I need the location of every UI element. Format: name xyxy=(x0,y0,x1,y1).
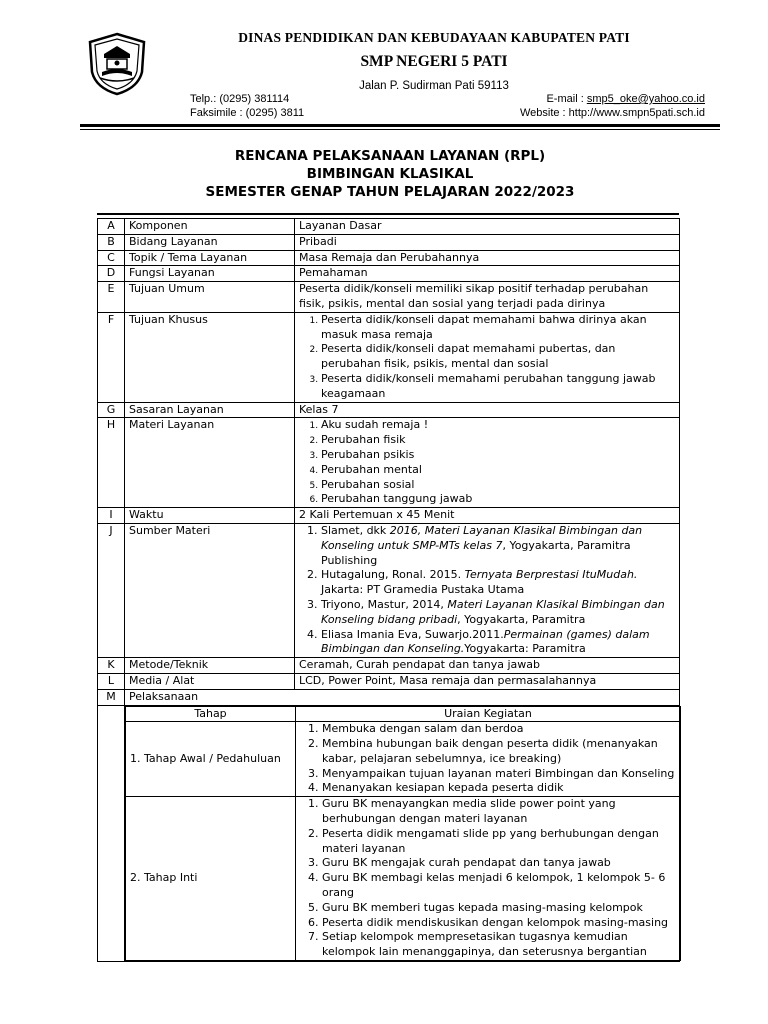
row-label: Fungsi Layanan xyxy=(125,266,295,282)
ref-text: Triyono, Mastur, 2014, xyxy=(321,597,448,611)
table-row xyxy=(98,705,680,962)
table-row xyxy=(126,797,681,961)
row-label: Sasaran Layanan xyxy=(125,402,295,418)
rpl-table xyxy=(97,218,680,962)
stage-column-header: Tahap xyxy=(126,706,296,722)
list-item: 5. Guru BK memberi tugas kepada masing-masing kelompok xyxy=(322,901,676,916)
implementation-table xyxy=(125,706,681,962)
list-item: 3. Peserta didik/konseli memahami perubahan tanggung jawab keagamaan xyxy=(321,372,675,402)
school-name: SMP NEGERI 5 PATI xyxy=(360,53,508,70)
email-line xyxy=(520,93,705,107)
row-letter: D xyxy=(98,266,125,282)
email-link[interactable]: smp5_oke@yahoo.co.id xyxy=(586,93,705,105)
ref-title: Ternyata Berprestasi ItuMudah. xyxy=(464,568,638,582)
stage-steps xyxy=(296,722,681,797)
row-letter: I xyxy=(98,508,125,524)
fax-number: Faksimile : (0295) 3811 xyxy=(190,106,305,119)
row-letter: G xyxy=(98,402,125,418)
contact-phone-fax xyxy=(190,93,304,120)
list-item: 1. Peserta didik/konseli dapat memahami bahwa dirinya akan masuk masa remaja xyxy=(321,313,675,343)
empty-cell xyxy=(98,705,125,962)
stage-steps xyxy=(296,797,681,961)
title-line-2: BIMBINGAN KLASIKAL xyxy=(306,166,474,182)
table-row xyxy=(98,673,680,689)
list-item: 6. Peserta didik mendiskusikan dengan kelompok masing-masing xyxy=(322,916,676,931)
ref-publisher: , Yogyakarta, Paramitra Publishing xyxy=(321,538,631,567)
table-row xyxy=(98,508,680,524)
ref-text: Slamet, dkk xyxy=(321,523,390,537)
table-row xyxy=(98,658,680,674)
document-title xyxy=(0,147,768,201)
list-item: 4. Perubahan mental xyxy=(321,463,675,478)
list-item: 1. Membuka dengan salam dan berdoa xyxy=(322,722,676,737)
list-item: 2. Perubahan fisik xyxy=(321,433,675,448)
row-label: Pelaksanaan xyxy=(125,689,680,705)
letterhead-rule-thin xyxy=(80,129,720,130)
ref-title: 2016, Materi Layanan Klasikal Bimbingan dan Konseling untuk SMP-MTs kelas 7 xyxy=(321,523,643,552)
ref-text: Eliasa Imania Eva, Suwarjo.2011. xyxy=(321,627,504,641)
row-letter: F xyxy=(98,312,125,402)
row-value: Layanan Dasar xyxy=(295,219,680,235)
table-row xyxy=(98,418,680,508)
ref-publisher: Jakarta: PT Gramedia Pustaka Utama xyxy=(321,583,525,597)
email-label: E-mail : xyxy=(546,93,587,105)
list-item: 3. Menyampaikan tujuan layanan materi Bimbingan dan Konseling xyxy=(322,767,676,782)
list-item: 4. Guru BK membagi kelas menjadi 6 kelompok, 1 kelompok 5- 6 orang xyxy=(322,871,676,901)
school-address: Jalan P. Sudirman Pati 59113 xyxy=(359,80,509,92)
row-value: Pemahaman xyxy=(295,266,680,282)
row-value: Kelas 7 xyxy=(295,402,680,418)
row-value: Masa Remaja dan Perubahannya xyxy=(295,250,680,266)
row-label: Komponen xyxy=(125,219,295,235)
title-line-3: SEMESTER GENAP TAHUN PELAJARAN 2022/2023 xyxy=(205,184,575,200)
row-value xyxy=(295,523,680,657)
website-line: Website : http://www.smpn5pati.sch.id xyxy=(519,106,705,119)
ref-title: Materi Layanan Klasikal Bimbingan dan Konseling bidang pribadi xyxy=(321,597,665,626)
ref-publisher: Yogyakarta: Paramitra xyxy=(464,642,586,656)
title-line-1: RENCANA PELAKSANAAN LAYANAN (RPL) xyxy=(234,148,546,164)
list-item: 5. Perubahan sosial xyxy=(321,478,675,493)
row-value xyxy=(295,418,680,508)
steps-list xyxy=(300,797,676,960)
ref-publisher: , Yogyakarta, Paramitra xyxy=(457,612,586,626)
list-item: 2. Membina hubungan baik dengan peserta didik (menanyakan kabar, pelajaran sebelumnya, ice breaking) xyxy=(322,737,676,767)
table-row xyxy=(98,689,680,705)
row-label: Topik / Tema Layanan xyxy=(125,250,295,266)
implementation-cell xyxy=(125,705,680,962)
row-label: Metode/Teknik xyxy=(125,658,295,674)
row-letter: E xyxy=(98,282,125,313)
table-top-rule xyxy=(97,213,679,215)
row-value: Ceramah, Curah pendapat dan tanya jawab xyxy=(295,658,680,674)
list-item: 2. Peserta didik/konseli dapat memahami pubertas, dan perubahan fisik, psikis, mental dan sosial xyxy=(321,342,675,372)
objectives-list xyxy=(299,313,675,402)
table-row xyxy=(98,312,680,402)
stage-name: 2. Tahap Inti xyxy=(126,797,296,961)
row-value: Pribadi xyxy=(295,234,680,250)
row-label: Tujuan Umum xyxy=(125,282,295,313)
row-letter: J xyxy=(98,523,125,657)
table-row xyxy=(98,402,680,418)
row-letter: L xyxy=(98,673,125,689)
row-letter: H xyxy=(98,418,125,508)
row-value: 2 Kali Pertemuan x 45 Menit xyxy=(295,508,680,524)
materials-list xyxy=(299,418,675,507)
reference-item xyxy=(321,628,675,658)
row-label: Sumber Materi xyxy=(125,523,295,657)
row-label: Materi Layanan xyxy=(125,418,295,508)
row-letter: C xyxy=(98,250,125,266)
list-item: 2. Peserta didik mengamati slide pp yang berhubungan dengan materi layanan xyxy=(322,827,676,857)
list-item: 4. Menanyakan kesiapan kepada peserta didik xyxy=(322,781,676,796)
ref-title: Permainan (games) dalam Bimbingan dan Konseling. xyxy=(321,627,650,656)
reference-item xyxy=(321,598,675,628)
reference-item xyxy=(321,524,675,568)
list-item: 1. Guru BK menayangkan media slide power point yang berhubungan dengan materi layanan xyxy=(322,797,676,827)
table-row xyxy=(98,523,680,657)
row-label: Tujuan Khusus xyxy=(125,312,295,402)
table-row xyxy=(126,722,681,797)
list-item: 3. Perubahan psikis xyxy=(321,448,675,463)
list-item: 6. Perubahan tanggung jawab xyxy=(321,492,675,507)
row-value: LCD, Power Point, Masa remaja dan permasalahannya xyxy=(295,673,680,689)
row-value: Peserta didik/konseli memiliki sikap positif terhadap perubahan fisik, psikis, mental dan sosial yang terjadi pada dirinya xyxy=(295,282,680,313)
row-letter: M xyxy=(98,689,125,705)
table-header-row xyxy=(126,706,681,722)
table-row xyxy=(98,219,680,235)
contact-email-website xyxy=(520,93,705,120)
activity-column-header: Uraian Kegiatan xyxy=(296,706,681,722)
steps-list xyxy=(300,722,676,796)
row-label: Bidang Layanan xyxy=(125,234,295,250)
list-item: 1. Aku sudah remaja ! xyxy=(321,418,675,433)
row-letter: A xyxy=(98,219,125,235)
row-label: Media / Alat xyxy=(125,673,295,689)
table-row xyxy=(98,282,680,313)
row-letter: B xyxy=(98,234,125,250)
row-label: Waktu xyxy=(125,508,295,524)
ref-text: Hutagalung, Ronal. 2015. xyxy=(321,568,465,582)
table-row xyxy=(98,266,680,282)
references-list xyxy=(299,524,675,657)
reference-item xyxy=(321,568,675,598)
list-item: 7. Setiap kelompok mempresetasikan tugasnya kemudian kelompok lain menanggapinya, dan seterusnya bergantian xyxy=(322,930,676,960)
list-item: 3. Guru BK mengajak curah pendapat dan tanya jawab xyxy=(322,856,676,871)
table-row xyxy=(98,234,680,250)
row-letter: K xyxy=(98,658,125,674)
letterhead-rule-thick xyxy=(80,124,720,127)
agency-name: DINAS PENDIDIKAN DAN KEBUDAYAAN KABUPATEN PATI xyxy=(238,30,630,45)
row-value xyxy=(295,312,680,402)
phone-number: Telp.: (0295) 381114 xyxy=(190,93,290,105)
stage-name: 1. Tahap Awal / Pedahuluan xyxy=(126,722,296,797)
table-row xyxy=(98,250,680,266)
